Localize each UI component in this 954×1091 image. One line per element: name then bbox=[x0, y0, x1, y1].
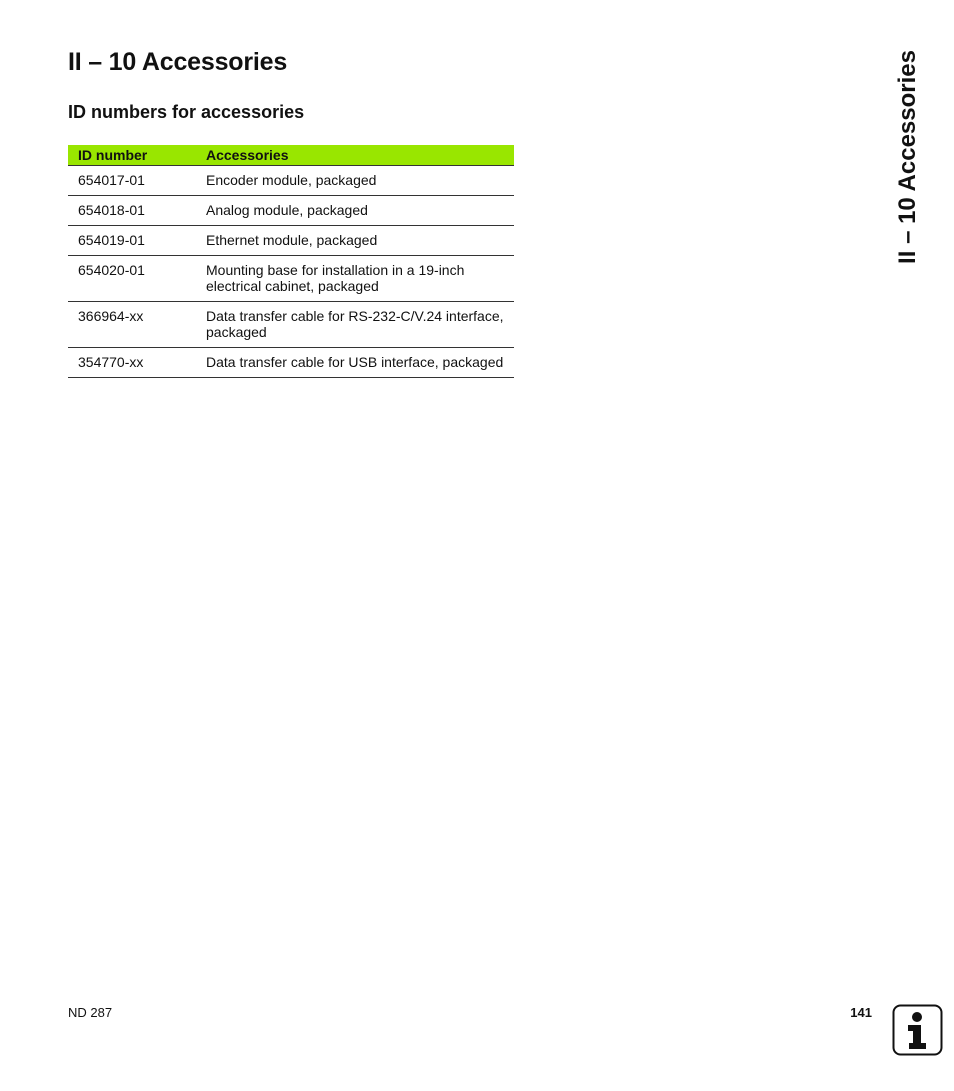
accessory-cell: Data transfer cable for RS-232-C/V.24 interface, packaged bbox=[196, 302, 514, 348]
table-row bbox=[68, 166, 514, 196]
info-icon-graphic bbox=[892, 1004, 943, 1056]
page-number: 141 bbox=[850, 1005, 872, 1020]
accessories-table bbox=[68, 145, 514, 378]
column-header-accessories: Accessories bbox=[196, 145, 514, 166]
side-chapter-tab bbox=[888, 50, 928, 270]
table-row bbox=[68, 256, 514, 302]
section-title: ID numbers for accessories bbox=[68, 102, 305, 122]
id-number-cell: 354770-xx bbox=[68, 348, 196, 378]
table-row bbox=[68, 302, 514, 348]
accessory-cell: Analog module, packaged bbox=[196, 196, 514, 226]
table-row bbox=[68, 348, 514, 378]
id-number-cell: 654018-01 bbox=[68, 196, 196, 226]
table-header-row bbox=[68, 145, 514, 166]
footer-product-name: ND 287 bbox=[68, 1005, 113, 1020]
accessory-cell: Data transfer cable for USB interface, packaged bbox=[196, 348, 514, 378]
accessory-cell: Ethernet module, packaged bbox=[196, 226, 514, 256]
accessory-cell: Encoder module, packaged bbox=[196, 166, 514, 196]
table-row bbox=[68, 226, 514, 256]
accessory-cell: Mounting base for installation in a 19-inch electrical cabinet, packaged bbox=[196, 256, 514, 302]
info-icon bbox=[892, 1004, 943, 1056]
id-number-cell: 366964-xx bbox=[68, 302, 196, 348]
column-header-id-number: ID number bbox=[68, 145, 196, 166]
id-number-cell: 654017-01 bbox=[68, 166, 196, 196]
id-number-cell: 654019-01 bbox=[68, 226, 196, 256]
chapter-title: II – 10 Accessories bbox=[68, 48, 288, 76]
table-row bbox=[68, 196, 514, 226]
side-chapter-tab-label: II – 10 Accessories bbox=[894, 50, 921, 264]
id-number-cell: 654020-01 bbox=[68, 256, 196, 302]
